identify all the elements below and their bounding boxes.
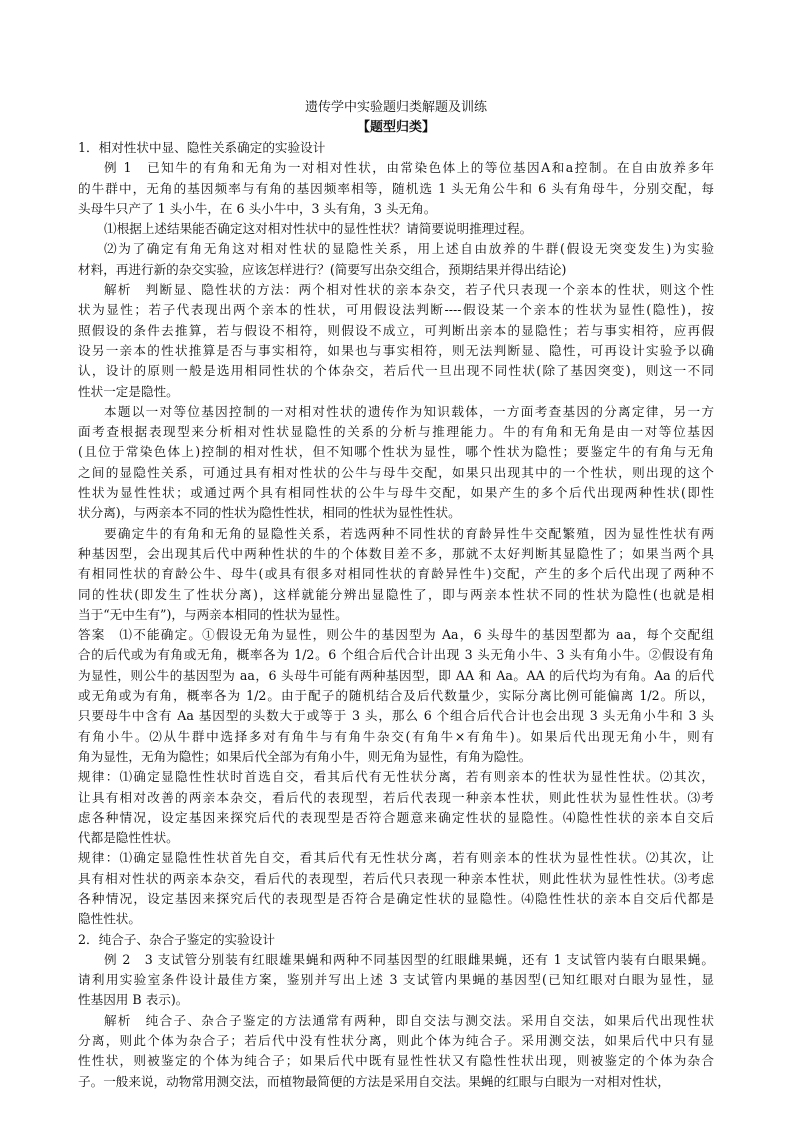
document-page	[78, 98, 714, 1092]
text-line: 规律：⑴确定显隐性性状时首选自交，看其后代有无性状分离，若有则亲本的性状为显性性状。⑵其次，	[78, 769, 714, 785]
text-line: 本题以一对等位基因控制的一对相对性状的遗传作为知识载体，一方面考查基因的分离定律，另一方	[104, 403, 714, 419]
text-line: 状分离)，与两亲本不同的性状为隐性性状，相同的性状为显性性状。	[78, 505, 461, 521]
document-body	[78, 138, 714, 1092]
text-line: 状为显性；若子代表现出两个亲本的性状，可用假设法判断----假设某一个亲本的性状为显性(隐性)，按	[78, 302, 714, 318]
text-line: 性性状，则被鉴定的个体为纯合子；如果后代中既有显性性状又有隐性性状出现，则被鉴定的个体为杂合	[78, 1053, 714, 1069]
text-line: ⑴根据上述结果能否确定这对相对性状中的显性性状？请简要说明推理过程。	[104, 221, 533, 237]
text-line: 例 2 3 支试管分别装有红眼雄果蝇和两种不同基因型的红眼雌果蝇，还有 1 支试管内装有白眼果蝇。	[104, 951, 714, 967]
text-line: 面考查根据表现型来分析相对性状显隐性的关系的分析与推理能力。牛的有角和无角是由一对等位基因	[78, 424, 714, 440]
text-line: 分离，则此个体为杂合子；若后代中没有性状分离，则此个体为纯合子。采用测交法，如果后代中只有显	[78, 1033, 714, 1049]
text-line: 的牛群中，无角的基因频率与有角的基因频率相等，随机选 1 头无角公牛和 6 头有角母牛，分别交配，每	[78, 180, 714, 196]
text-line: 虑各种情况，设定基因来探究后代的表现型是否符合题意来确定性状的显隐性。⑷隐性性状的亲本自交后	[78, 809, 714, 825]
text-line: 规律：⑴确定显隐性性状首先自交，看其后代有无性状分离，若有则亲本的性状为显性性状。⑵其次，让	[78, 850, 714, 866]
document-title: 遗传学中实验题归类解题及训练	[304, 100, 487, 115]
text-line: 性状一定是隐性。	[78, 383, 179, 399]
text-line: 性状为显性性状；或通过两个具有相同性状的公牛与母牛交配，如果产生的多个后代出现两种性状(即性	[78, 485, 714, 501]
text-line: 子。一般来说，动物常用测交法，而植物最简便的方法是采用自交法。果蝇的红眼与白眼为一对相对性状，	[78, 1073, 670, 1089]
text-line: 有相同性状的育龄公牛、母牛(或具有很多对相同性状的育龄异性牛)交配，产生的多个后代出现了两种不	[78, 566, 714, 582]
text-line: 要确定牛的有角和无角的显隐性关系，若选两种不同性状的育龄异性牛交配繁殖，因为显性性状有两	[104, 525, 714, 541]
text-line: 同的性状(即发生了性状分离)，这样就能分辨出显隐性了，即与两亲本性状不同的性状为隐性(也就是相	[78, 586, 714, 602]
text-line: 答案 ⑴不能确定。①假设无角为显性，则公牛的基因型为 Aa，6 头母牛的基因型都为 aa，每个交配组	[78, 627, 714, 643]
text-line: 只要母牛中含有 Aa 基因型的头数大于或等于 3 头，那么 6 个组合后代合计也会出现 3 头无角小牛和 3 头	[78, 708, 714, 724]
text-line: 代都是隐性性状。	[78, 830, 179, 846]
text-line: 解析 判断显、隐性状的方法：两个相对性状的亲本杂交，若子代只表现一个亲本的性状，则这个性	[104, 282, 714, 298]
text-line: 认，设计的原则一般是选用相同性状的个体杂交，若后代一旦出现不同性状(除了基因突变)，则这一不同	[78, 363, 714, 379]
text-line: 角为显性，无角为隐性；如果后代全部为有角小牛，则无角为显性，有角为隐性。	[78, 748, 532, 764]
document-subtitle: 【题型归类】	[356, 120, 435, 135]
text-line: 让具有相对改善的两亲本杂交，看后代的表现型，若后代表现一种亲本性状，则此性状为显性性状。⑶考	[78, 789, 714, 805]
text-line: 为显性，则公牛的基因型为 aa，6 头母牛可能有两种基因型，即 AA 和 Aa。AA 的后代均为有角。Aa 的后代	[78, 667, 714, 683]
text-line: 照假设的条件去推算，若与假设不相符，则假设不成立，可判断出亲本的显隐性；若与事实相符，应再假	[78, 322, 714, 338]
text-line: 1．相对性状中显、隐性关系确定的实验设计	[78, 140, 326, 155]
text-line: (且位于常染色体上)控制的相对性状，但不知哪个性状为显性，哪个性状为隐性；要鉴定牛的有角与无角	[78, 444, 714, 460]
text-line: 具有相对性状的两亲本杂交，看后代的表现型，若后代只表现一种亲本性状，则此性状为显性性状。⑶考虑	[78, 870, 714, 886]
text-line: 种基因型，会出现其后代中两种性状的牛的个体数目差不多，那就不太好判断其显隐性了；如果当两个具	[78, 545, 714, 561]
text-line: 解析 纯合子、杂合子鉴定的方法通常有两种，即自交法与测交法。采用自交法，如果后代出现性状	[104, 1012, 714, 1028]
text-line: 各种情况，设定基因来探究后代的表现型是否符合是确定性状的显隐性。⑷隐性性状的亲本自交后代都是	[78, 890, 714, 906]
text-line: 设另一亲本的性状推算是否与事实相符，如果也与事实相符，则无法判断显、隐性，可再设计实验予以确	[78, 342, 714, 358]
text-line: ⑵为了确定有角无角这对相对性状的显隐性关系，用上述自由放养的牛群(假设无突变发生)为实验	[104, 241, 714, 257]
text-line: 请利用实验室条件设计最佳方案，鉴别并写出上述 3 支试管内果蝇的基因型(已知红眼对白眼为显性，显	[78, 972, 714, 988]
text-line: 性基因用 B 表示)。	[78, 992, 189, 1008]
text-line: 之间的显隐性关系，可通过具有相对性状的公牛与母牛交配，如果只出现其中的一个性状，则出现的这个	[78, 464, 714, 480]
text-line: 合的后代或为有角或无角，概率各为 1/2。6 个组合后代合计出现 3 头无角小牛、3 头有角小牛。②假设有角	[78, 647, 714, 663]
text-line: 2．纯合子、杂合子鉴定的实验设计	[78, 931, 275, 947]
text-line: 例 1 已知牛的有角和无角为一对相对性状，由常染色体上的等位基因A和a控制。在自由放养多年	[104, 160, 714, 176]
text-line: 或无角或为有角，概率各为 1/2。由于配子的随机结合及后代数量少，实际分离比例可能偏离 1/2。所以，	[78, 688, 714, 704]
text-line: 材料，再进行新的杂交实验，应该怎样进行？(简要写出杂交组合，预期结果并得出结论)	[78, 261, 567, 277]
text-line: 有角小牛。⑵从牛群中选择多对有角牛与有角牛杂交(有角牛×有角牛)。如果后代出现无角小牛，则有	[78, 728, 714, 744]
text-line: 当于“无中生有”)，与两亲本相同的性状为显性。	[78, 606, 348, 622]
text-line: 头母牛只产了 1 头小牛，在 6 头小牛中，3 头有角，3 头无角。	[78, 200, 437, 216]
text-line: 隐性性状。	[78, 911, 141, 927]
